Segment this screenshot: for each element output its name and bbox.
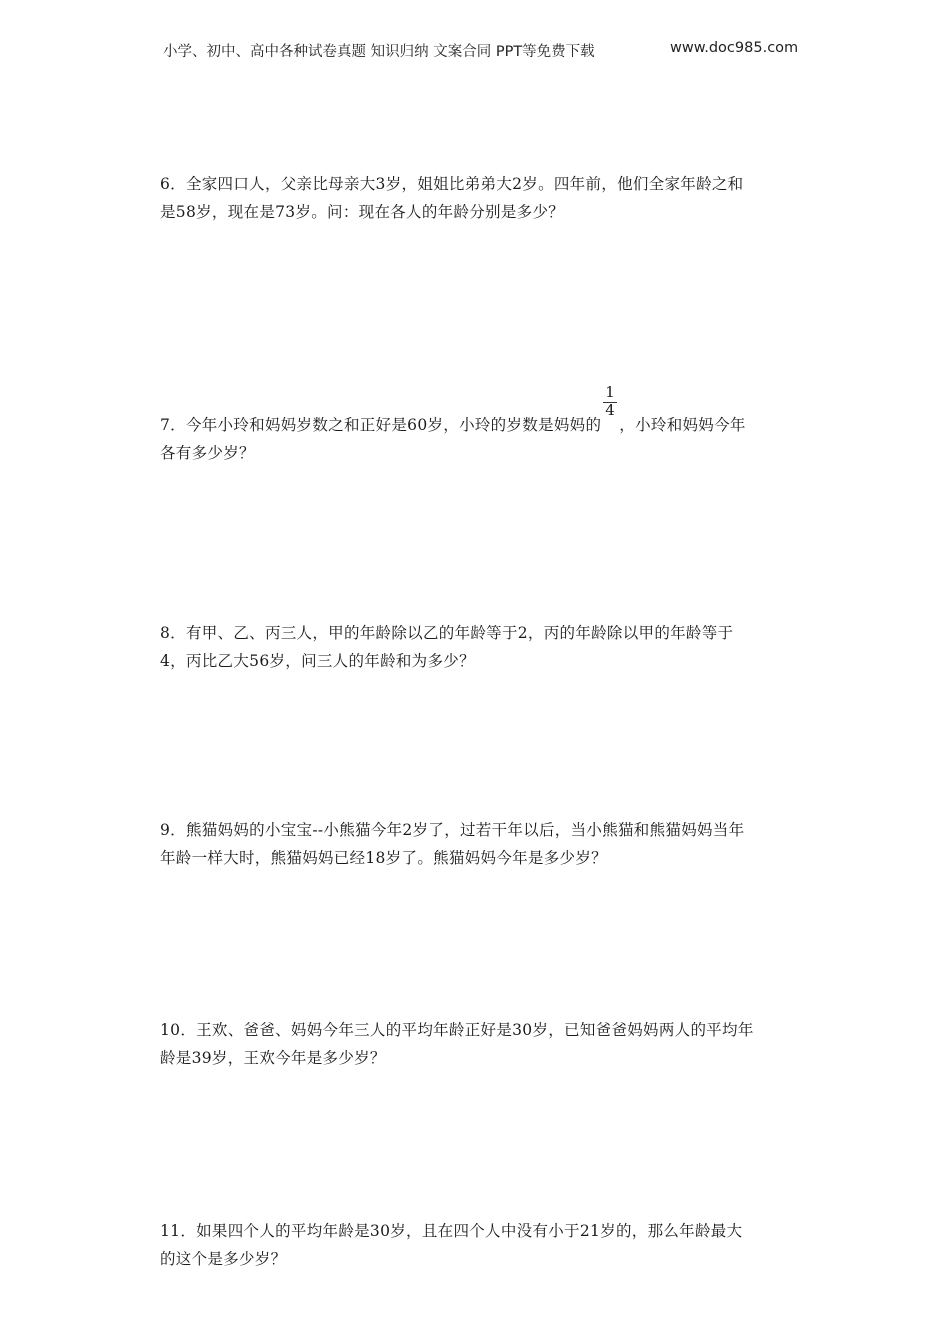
problem-9-line-2: 年龄一样大时，熊猫妈妈已经18岁了。熊猫妈妈今年是多少岁？ [160, 849, 607, 867]
fraction-numerator: 1 [605, 383, 616, 401]
problem-10 [160, 1016, 792, 1072]
problem-8-line-2: 4，丙比乙大56岁，问三人的年龄和为多少？ [160, 652, 475, 670]
page-header [163, 40, 803, 61]
problem-7-text-before: 7．今年小玲和妈妈岁数之和正好是60岁，小玲的岁数是妈妈的 [160, 416, 602, 434]
problem-6-line-2: 是58岁，现在是73岁。问：现在各人的年龄分别是多少？ [160, 203, 565, 221]
problem-7-line-2: 各有多少岁？ [160, 444, 255, 462]
problem-8 [160, 619, 792, 675]
problem-11 [160, 1217, 792, 1273]
problem-7-line-1 [160, 383, 792, 439]
problem-8-line-1: 8．有甲、乙、丙三人，甲的年龄除以乙的年龄等于2，丙的年龄除以甲的年龄等于 [160, 624, 734, 642]
fraction-one-quarter [603, 383, 617, 430]
problem-10-line-1: 10．王欢、爸爸、妈妈今年三人的平均年龄正好是30岁，已知爸爸妈妈两人的平均年 [160, 1021, 754, 1039]
header-text: 小学、初中、高中各种试卷真题 知识归纳 文案合同 PPT等免费下载 [163, 44, 595, 60]
problem-6-line-1: 6．全家四口人，父亲比母亲大3岁，姐姐比弟弟大2岁。四年前，他们全家年龄之和 [160, 175, 744, 193]
problem-11-line-1: 11．如果四个人的平均年龄是30岁，且在四个人中没有小于21岁的，那么年龄最大 [160, 1222, 743, 1240]
header-site-link[interactable]: www.doc985.com [670, 40, 799, 56]
problem-7-text-after: ，小玲和妈妈今年 [619, 416, 746, 434]
fraction-denominator: 4 [605, 401, 616, 419]
problem-7 [160, 383, 792, 467]
problem-11-line-2: 的这个是多少岁？ [160, 1250, 287, 1268]
problem-9-line-1: 9．熊猫妈妈的小宝宝--小熊猫今年2岁了，过若干年以后，当小熊猫和熊猫妈妈当年 [160, 821, 745, 839]
problem-6 [160, 170, 792, 226]
problem-9 [160, 816, 792, 872]
problem-10-line-2: 龄是39岁，王欢今年是多少岁？ [160, 1049, 386, 1067]
